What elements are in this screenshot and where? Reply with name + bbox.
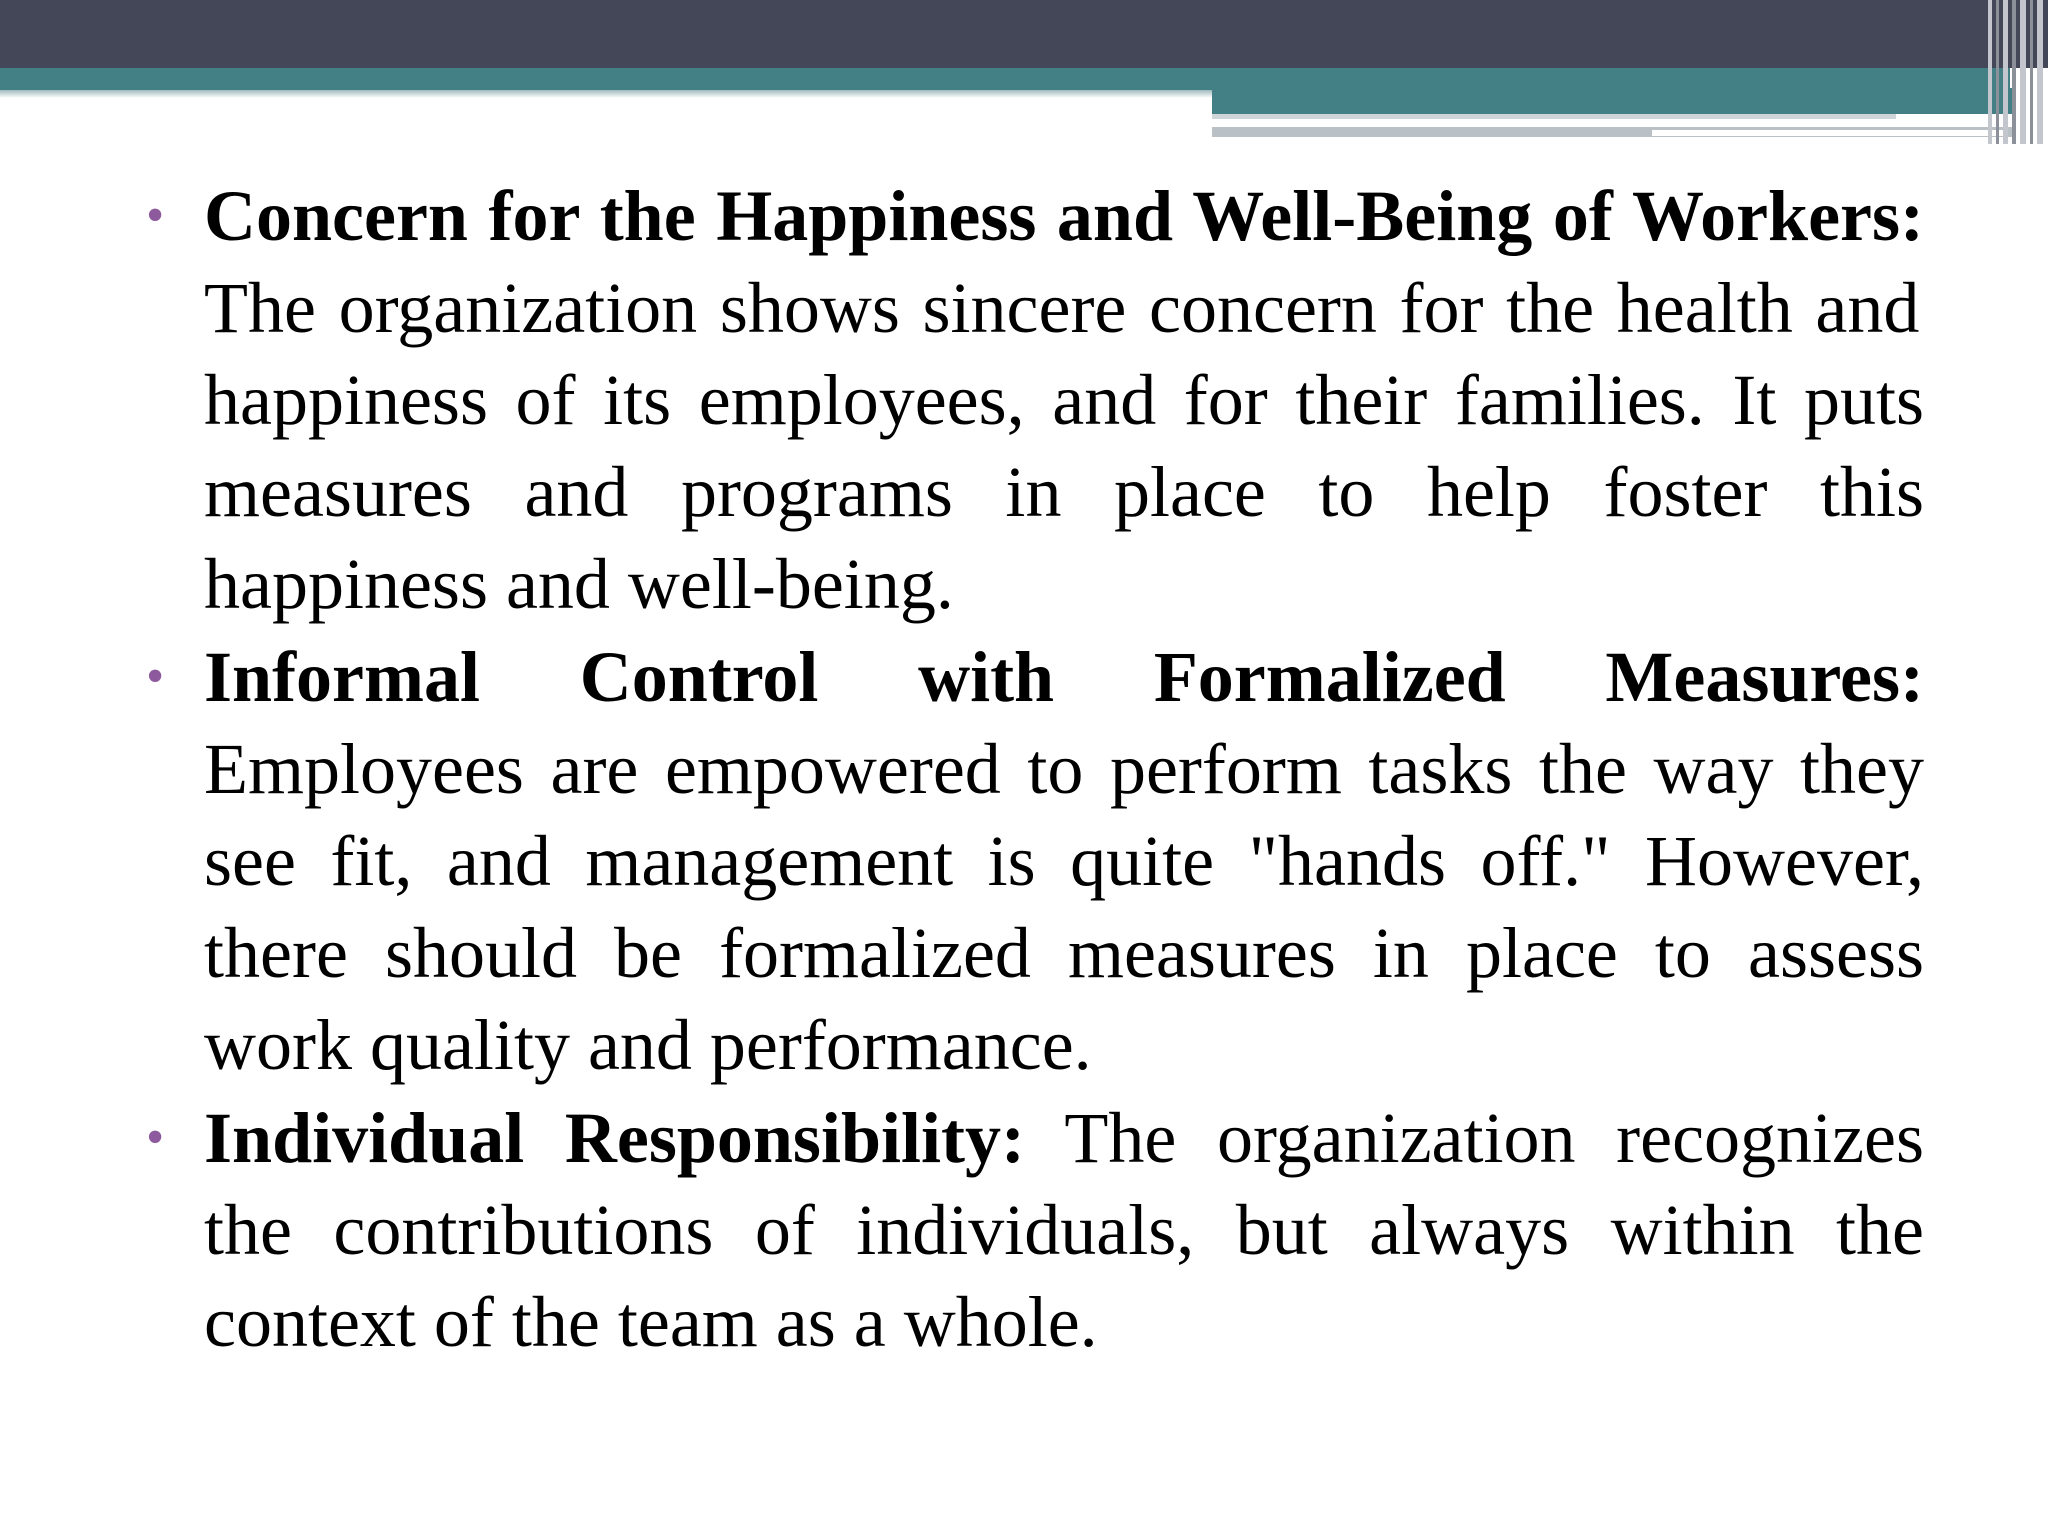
edge-strip (1996, 0, 1999, 144)
header-rule-highlight (1652, 130, 2008, 136)
bullet-dot-icon: • (146, 648, 165, 705)
bullet-item (144, 1092, 1924, 1368)
header-band-teal (0, 68, 2010, 90)
edge-strip (2003, 0, 2008, 144)
bullet-item (144, 631, 1924, 1091)
bullet-text: Employees are empowered to perform tasks the way they see fit, and management is quite "hands off." However, there should be formalized measures in place to assess work quality and performance. (204, 729, 1924, 1085)
edge-strip (2030, 0, 2033, 144)
bullet-text: The organization shows sincere concern for the health and happiness of its employees, and for their families. It puts measures and programs in place to help foster this happiness and well-being. (204, 268, 1924, 624)
bullet-dot-icon: • (146, 1109, 165, 1166)
edge-strip (1988, 0, 1992, 144)
edge-strip (2037, 0, 2043, 144)
slide-body (144, 170, 1924, 1369)
header-shadow (0, 90, 1212, 98)
bullet-item (144, 170, 1924, 630)
bullet-text: The organization recognizes the contributions of individuals, but always within the context of the team as a whole. (204, 1098, 1924, 1362)
header-band-dark (0, 0, 2048, 68)
bullet-term: Informal Control with Formalized Measures: (204, 637, 1924, 717)
header-band-teal-extension (1212, 88, 2012, 114)
edge-strip (2012, 0, 2016, 144)
bullet-dot-icon: • (146, 187, 165, 244)
bullet-term: Concern for the Happiness and Well-Being of Workers: (204, 176, 1924, 256)
bullet-term: Individual Responsibility: (204, 1098, 1025, 1178)
header-rule-upper (1212, 114, 1896, 119)
edge-strip (2020, 0, 2026, 144)
